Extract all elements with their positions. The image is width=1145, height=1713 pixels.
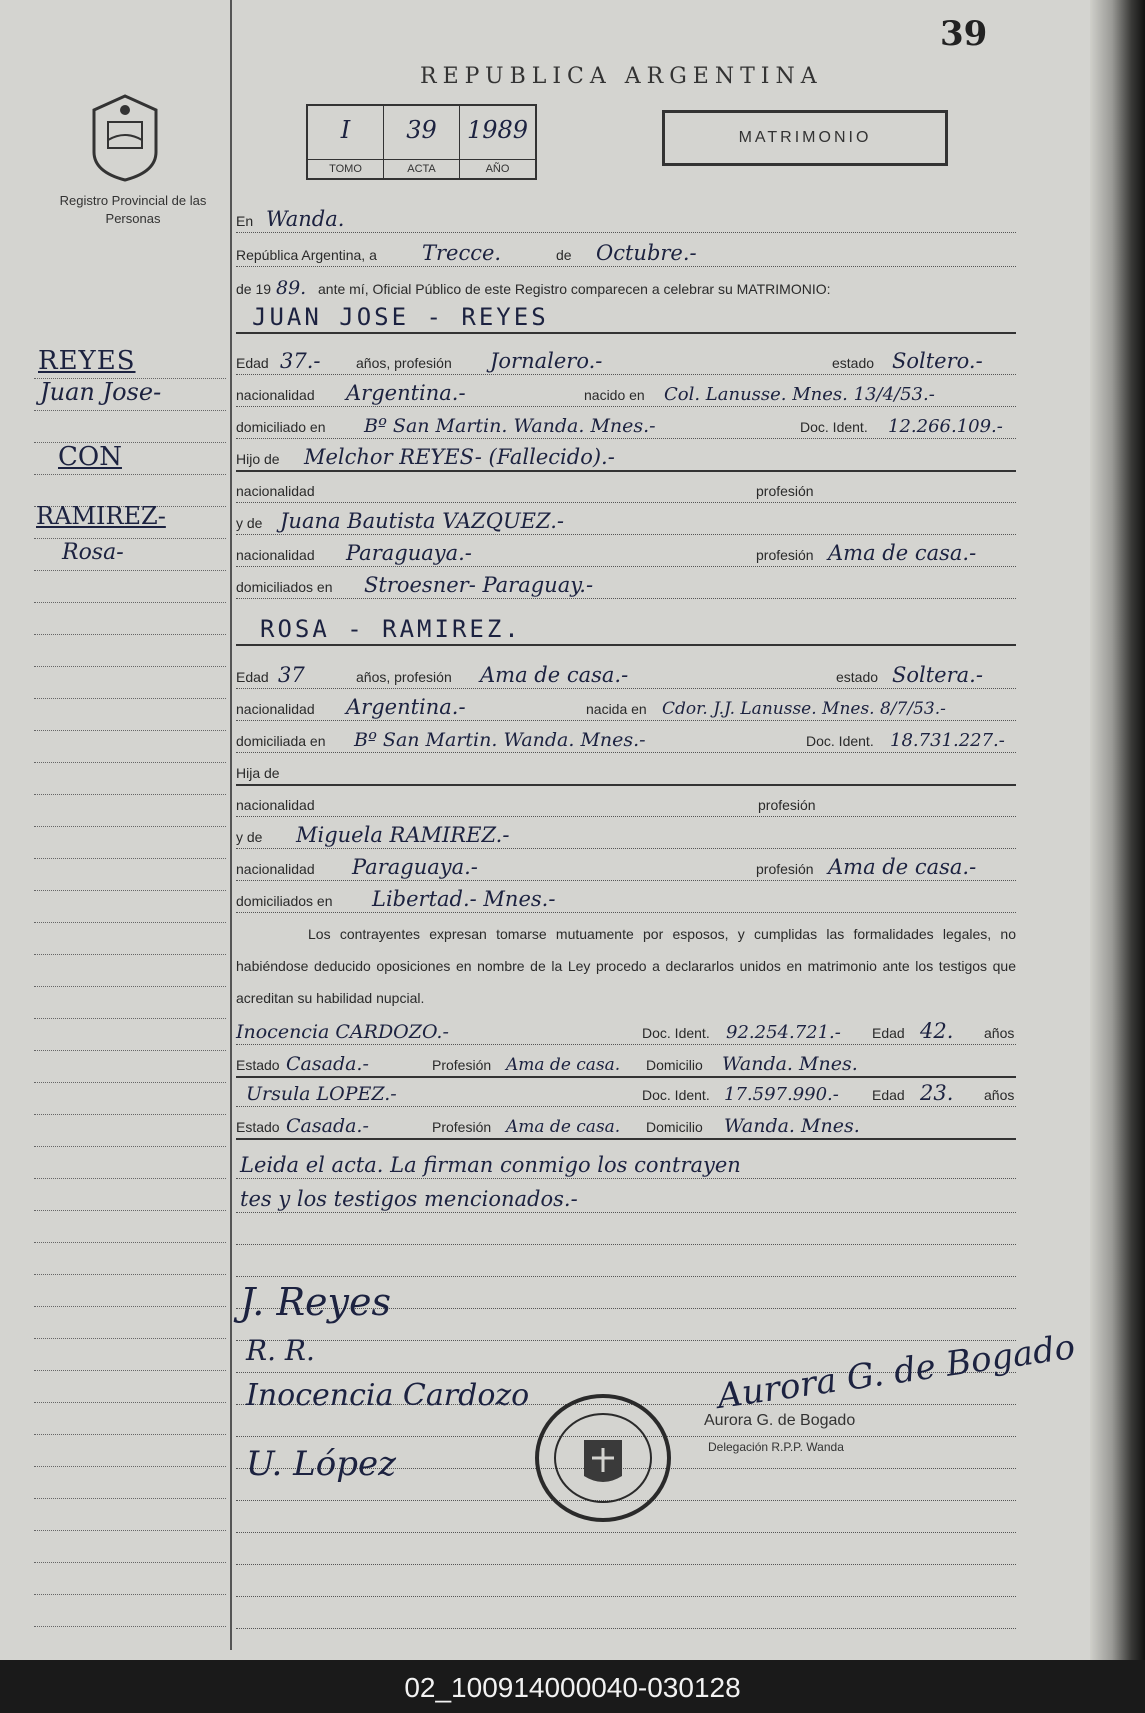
de-label: de [556,247,572,263]
margin-line [34,1466,226,1467]
margin-line [34,1370,226,1371]
margin-line [34,1402,226,1403]
margin-given-bride: Rosa- [62,540,124,565]
bride-mother-prof-label: profesión [756,861,814,877]
bride-y-de-label: y de [236,829,263,845]
tomo-label: TOMO [308,159,383,178]
groom-mother-nac-label: nacionalidad [236,547,315,563]
bride-hija-label: Hija de [236,765,280,781]
closing-line-1 [236,1146,1016,1179]
bride-mother: Miguela RAMIREZ.- [296,823,510,847]
margin-surname-groom: REYES [38,346,136,376]
signature-bride: R. R. [246,1334,315,1367]
margin-line [34,570,226,571]
bride-mother-nat-line [236,848,1016,881]
margin-line [34,1018,226,1019]
witness-1-estado: Casada.- [286,1053,369,1075]
bride-mother-profession: Ama de casa.- [828,855,977,879]
signature-official: Aurora G. de Bogado [714,1327,1078,1417]
ano-label: AÑO [460,159,535,178]
signature-witness-2: U. López [246,1444,396,1484]
tomo-cell [308,106,384,178]
blank-line [236,1564,1016,1597]
groom-domiciliado-label: domiciliado en [236,419,326,435]
groom-father-nac-label: nacionalidad [236,483,315,499]
margin-line [34,826,226,827]
groom-father-prof-label: profesión [756,483,814,499]
signature-witness-1: Inocencia Cardozo [246,1378,530,1413]
bride-mother-nac-label: nacionalidad [236,861,315,877]
bride-profession: Ama de casa.- [480,663,629,687]
margin-line [34,1146,226,1147]
bride-domicile: Bº San Martin. Wanda. Mnes.- [354,729,646,751]
country-title: REPUBLICA ARGENTINA [420,64,823,89]
witness-2-doc: 17.597.990.- [724,1084,839,1105]
groom-father-nat-line [236,470,1016,503]
groom-age-line [236,342,1016,375]
ano-value: 1989 [466,116,529,144]
bride-father-nat-line [236,784,1016,817]
bride-edad-label: Edad [236,669,269,685]
signature-groom: J. Reyes [240,1280,391,1324]
groom-doc-label: Doc. Ident. [800,419,868,435]
margin-line [34,986,226,987]
bride-parents-domicile-line [236,880,1016,913]
groom-domicile-line [236,406,1016,439]
witness-2-domicile: Wanda. Mnes. [724,1115,860,1137]
bride-birthplace: Cdor. J.J. Lanusse. Mnes. 8/7/53.- [662,699,946,719]
bride-father-line [236,752,1016,786]
bride-nationality-line [236,688,1016,721]
groom-profesion-label: años, profesión [356,355,452,371]
witness-1-doc: 92.254.721.- [726,1022,841,1043]
witness-1-estado-label: Estado [236,1057,280,1073]
bride-doc-label: Doc. Ident. [806,733,874,749]
blank-line [236,1212,1016,1245]
margin-divider [230,0,232,1650]
witness-1-name: Inocencia CARDOZO.- [236,1021,449,1043]
closing-text-1: Leida el acta. La firman conmigo los contrayen [240,1153,741,1177]
margin-line [34,1082,226,1083]
groom-domiciliados-label: domiciliados en [236,579,333,595]
groom-nacido-label: nacido en [584,387,645,403]
acta-value: 39 [406,116,437,144]
ano-cell [460,106,535,178]
margin-line [34,794,226,795]
groom-father-line [236,438,1016,472]
document-id-footer: 02_100914000040-030128 [404,1672,741,1703]
witness-2-edad-label: Edad [872,1087,905,1103]
year-prefix: de 19 [236,281,272,297]
margin-line [34,1562,226,1563]
bride-nacida-label: nacida en [586,701,647,717]
witness-1-anos-label: años [984,1025,1015,1041]
margin-line [34,538,226,539]
groom-age: 37.- [280,349,321,373]
margin-line [34,1178,226,1179]
witness-2-name: Ursula LOPEZ.- [246,1083,397,1105]
bride-name: ROSA - RAMIREZ. [260,615,522,643]
margin-line [34,1434,226,1435]
groom-doc: 12.266.109.- [888,416,1003,437]
bride-mother-line [236,816,1016,849]
witness-1-doc-label: Doc. Ident. [642,1025,710,1041]
groom-mother: Juana Bautista VAZQUEZ.- [280,509,564,533]
witness-1-profession: Ama de casa. [506,1055,621,1075]
groom-mother-profession: Ama de casa.- [828,541,977,565]
margin-given-groom: Juan Jose- [40,378,162,406]
bride-nac-label: nacionalidad [236,701,315,717]
margin-line [34,634,226,635]
official-office: Delegación R.P.P. Wanda [708,1440,844,1454]
bride-nationality: Argentina.- [346,695,466,719]
statement-text: ante mí, Oficial Público de este Registro comparecen a celebrar su MATRIMONIO: [318,281,831,297]
acta-label: ACTA [384,159,459,178]
place-line [236,200,1016,233]
groom-nationality: Argentina.- [346,381,466,405]
groom-y-de-label: y de [236,515,263,531]
bride-estado-label: estado [836,669,879,685]
margin-line [34,954,226,955]
en-label: En [236,213,254,229]
bride-profesion-label: años, profesión [356,669,452,685]
margin-line [34,762,226,763]
witness-1-domicile: Wanda. Mnes. [722,1053,858,1075]
witness-2-profession: Ama de casa. [506,1117,621,1137]
day-value: Trecce. [422,241,502,265]
bride-domiciliada-label: domiciliada en [236,733,326,749]
witness-2-line [236,1074,1016,1107]
page-number: 39 [940,14,988,54]
groom-nationality-line [236,374,1016,407]
witness-2-profesion-label: Profesión [432,1119,492,1135]
tomo-value: I [340,116,351,144]
margin-line [34,1594,226,1595]
closing-line-2 [236,1180,1016,1213]
date-line [236,234,1016,267]
groom-mother-nat-line [236,534,1016,567]
margin-line [34,474,226,475]
margin-line [34,1338,226,1339]
margin-line [34,1210,226,1211]
margin-line [34,666,226,667]
margin-line [34,1050,226,1051]
margin-line [34,1242,226,1243]
registry-name: Registro Provincial de las Personas [59,193,207,226]
margin-line [34,698,226,699]
blank-line [236,1596,1016,1629]
groom-parents-domicile: Stroesner- Paraguay.- [364,573,594,597]
groom-father: Melchor REYES- (Fallecido).- [304,445,615,469]
margin-line [34,602,226,603]
groom-parents-domicile-line [236,566,1016,599]
blank-line [236,1532,1016,1565]
witness-2-estado: Casada.- [286,1115,369,1137]
acta-cell [384,106,460,178]
margin-line [34,1274,226,1275]
statement-line [236,268,1016,300]
registry-round-stamp-icon [528,1388,678,1528]
margin-line [34,922,226,923]
witness-2-age: 23. [920,1081,954,1105]
book-binding [1090,0,1145,1660]
reference-box [306,104,537,180]
month-value: Octubre.- [596,241,697,265]
bride-mother-nationality: Paraguaya.- [352,855,478,879]
year-suffix: 89. [276,277,307,299]
groom-name-line [236,300,1016,334]
bride-father-prof-label: profesión [758,797,816,813]
bride-doc: 18.731.227.- [890,730,1005,751]
provincial-coat-of-arms-icon [84,92,166,184]
groom-profession: Jornalero.- [490,349,603,373]
margin-line [34,1306,226,1307]
witness-2-domicilio-label: Domicilio [646,1119,703,1135]
margin-line [34,890,226,891]
groom-nac-label: nacionalidad [236,387,315,403]
bride-name-line [236,612,1016,646]
bride-estado: Soltera.- [892,663,983,687]
margin-line [34,730,226,731]
groom-estado-label: estado [832,355,875,371]
witness-1-profesion-label: Profesión [432,1057,492,1073]
bride-age: 37 [278,663,305,687]
witness-1-domicilio-label: Domicilio [646,1057,703,1073]
groom-estado: Soltero.- [892,349,983,373]
groom-mother-nationality: Paraguaya.- [346,541,472,565]
witness-1-edad-label: Edad [872,1025,905,1041]
margin-line [34,858,226,859]
closing-text-2: tes y los testigos mencionados.- [240,1187,578,1211]
witness-2-doc-label: Doc. Ident. [642,1087,710,1103]
republic-label: República Argentina, a [236,247,377,263]
official-name: Aurora G. de Bogado [704,1412,856,1429]
groom-edad-label: Edad [236,355,269,371]
witness-2-estado-label: Estado [236,1119,280,1135]
witness-2-anos-label: años [984,1087,1015,1103]
groom-mother-line [236,502,1016,535]
groom-mother-prof-label: profesión [756,547,814,563]
bride-parents-domicile: Libertad.- Mnes.- [372,887,556,911]
witness-1-age: 42. [920,1019,954,1043]
bride-father-nac-label: nacionalidad [236,797,315,813]
blank-line [236,1244,1016,1277]
margin-line [34,1530,226,1531]
margin-surname-bride: RAMIREZ- [36,502,166,530]
bride-domicile-line [236,720,1016,753]
groom-domicile: Bº San Martin. Wanda. Mnes.- [364,415,656,437]
groom-birthplace: Col. Lanusse. Mnes. 13/4/53.- [664,384,935,405]
declaration-text: Los contrayentes expresan tomarse mutuamente por esposos, y cumplidas las formalidades legales, no habiéndose deducido oposiciones en nombre de la Ley procedo a declararlos unidos en matrimonio ante los testigos que acreditan su habilidad nupcial. [236,926,1016,1006]
margin-line [34,410,226,411]
groom-hijo-label: Hijo de [236,451,280,467]
margin-line [34,1626,226,1627]
margin-line [34,1498,226,1499]
record-type-box: MATRIMONIO [662,110,948,166]
witness-1-detail-line [236,1044,1016,1078]
groom-name: JUAN JOSE - REYES [252,303,549,331]
witness-1-line [236,1012,1016,1045]
place-value: Wanda. [266,207,345,231]
bride-age-line [236,656,1016,689]
margin-connector: CON [58,442,122,472]
witness-2-detail-line [236,1106,1016,1140]
margin-line [34,1114,226,1115]
bride-domiciliados-label: domiciliados en [236,893,333,909]
